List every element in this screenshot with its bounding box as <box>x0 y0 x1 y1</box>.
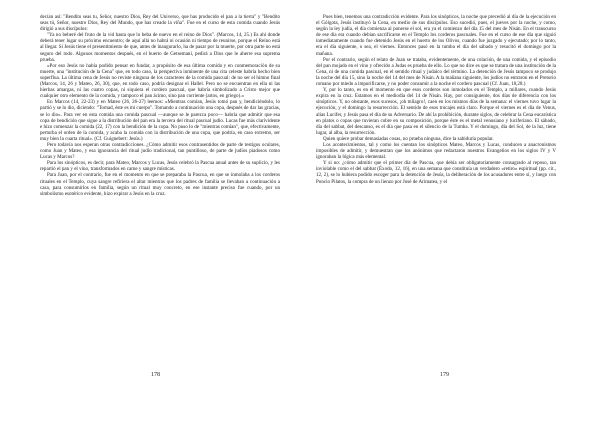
paragraph: Para los sinópticos, es decir, para Mateo, Marcos y Lucas, Jesús celebró la Pascua anual antes de su suplicio, y les repartió el pan y el vino, transformados en carne y sangre místicas. <box>40 160 280 173</box>
paragraph: Pues bien, tenemos una contradicción evidente. Para los sinópticos, la noche que precedió al día de la ejecución en el Gólgota, Jesús instituyó la Cena, en medio de sus discípulos. Eso sucedió, pues, el jueves por la noche, y como, según la ley judía, el día comienza al ponerse el sol, era ya el comienzo del día 15 del mes de Nisán. En el transcurso de ese día era cuando debían sacrificarse en el Templo los corderos pascuales. Fue en el curso de ese día que siguió inmediatamente cuando fue detenido Jesús en el huerto de los Olivos, cuando fue juzgado y ejecutado; por lo tanto, era el día siguiente, o sea, el viernes. Entonces pasó en la tumba el día del sábado y resucitó el domingo por la mañana. <box>316 14 556 57</box>
paragraph: Y, por lo tanto, es en el momento en que esos corderos son inmolados en el Templo, a millares, cuando Jesús expira en la cruz. Estamos en el mediodía del 14 de Nisán. Hay, por consiguiente, dos días de diferencia con los sinópticos. Y, no obstante, esos sucesos, ¡oh milagro!, caen en los mismos días de la semana: el viernes tuvo lugar la ejecución, y el domingo la resurrección. El sentido de esos trucajes está claro. Porque el viernes es el día de Venus, alias Lucifer, y Jesús pasa el día de su Adversario. De ahí la prohibición, durante siglos, de celebrar la Cena eucarística en platos o copas que tuvieran cobre en su composición, porque éste es el metal venusiano y luciferiano. El sábado, día del sabbat, del descanso, es el día que pasa en el silencio de la Tumba. Y el domingo, día del Sol, de la luz, tiene lugar, al alba, la resurrección. <box>316 87 556 136</box>
page-number: 179 <box>440 372 449 378</box>
left-page-text <box>40 14 280 344</box>
paragraph: Y si no: ¿cómo admitir que el primer día de Pascua, que debía ser obligatoriamente consagrado al reposo, tan inviolable como el del sabbat (Éxodo, 12, 16), en una semana que constituía un verdadero «retiro» espiritual (pp. cit., 12, 2), se lo hubiera podido escoger para la detención de Jesús, la deliberación de los acusadores entre sí, y luego con Poncio Pilatos, la compra de un lienzo por José de Arimatea, y el <box>316 160 556 185</box>
paragraph: Pero todavía nos esperan otras contradicciones. ¿Cómo admitir esos contrasentidos de parte de testigos oculares, como Juan y Mateo, y esa ignorancia del ritual judío tradicional, tan puntilloso, de parte de judíos piadosos como Lucas y Marcos? <box>40 141 280 161</box>
paragraph: Para Juan, por el contrario, fue en el momento en que se preparaba la Pascua, en que se inmolaba a los corderos rituales en el Templo, cuya sangre refiriera el altar mientras que los padres de familia se llevaban a continuación a casa, para consumirlos en familia, según un ritual muy concreto, en ese instante preciso fue cuando, por un simbolismo esotérico evidente, hizo expirar a Jesús en la cruz. <box>40 172 280 197</box>
page-number: 178 <box>151 372 160 378</box>
paragraph: «Por eso Jesús no había podido pensar en fundar, a propósito de esa última comida y en conmemoración de su muerte, una "institución de la Cena" que, en todo caso, la perspectiva inminente de una cita celeste habría hecho bien superflua. La última cena de Jesús no reviste ninguna de los caracteres de la comida pascual: de no ser el himno final (Marcos, 14, 26 y Mateo, 26, 30), que, en todo caso, podría designar el Hallel. Pero no se encuentran en ella ni las hierbas amargas, ni las cuatro copas, ni siquiera el cordero pascual, que habría simbolizado a Cristo mejor que cualquier otro elemento de la comida, y tampoco el pan ácimo, sino pan corriente (artos, en griego).» <box>40 62 280 100</box>
paragraph: En Marcos (14, 22-23) y en Mateo (26, 26-27) leemos: «Mientras comían, Jesús tomó pan y, bendiciéndolo, lo partió y se lo dio, diciendo: "Tomad, éste es mi cuerpo". Tomando a continuación una copa, después de dar las gracias, se lo dio». Para ver en esta comida una comida pascual —aunque se le parezca poco— habría que admitir que esa copa de bendición que sigue a la distribución del pan era la tercera del ritual pascual judío. Lucas fue más clarividente e hizo comenzar la comida (22, 17) con la bendición de la copa. No puso lo de "mientras comían", que, efectivamente, perturba el orden de la comida, y acaba la comida con la distribución de una copa, que podría, en caso extremo, ser muy bien la cuarta ritual». (Cf. Guignebert: Jesús.) <box>40 99 280 142</box>
paragraph: Los acontecimientos, tal y como los cuentan los sinópticos Mateo, Marcos y Lucas, conducen a anacronismos imposibles de admitir, y demuestran que los anónimos que redactaron nuestros Evangelios en los siglos IV y V ignoraban la lógica más elemental. <box>316 141 556 161</box>
right-page-text <box>316 14 556 344</box>
paragraph: decían así: "Bendito seas tu, Señor, nuestro Dios, Rey del Universo, que has producido el pan a la tierra" y "Bendito seas tú, Señor, nuestro Dios, Rey del Mundo, que has creado la viña". Fue en el curso de esta comida cuando Jesús dirigió a sus discípulos: <box>40 14 280 33</box>
paragraph: Por el contrario, según el relato de Juan se trataba, evidentemente, de una colación, de una comida, y el episodio del pan mojado en el vino y ofrecido a Judas es prueba de ello. Lo que no dice es que se tratara de una institución de la Cena, ni de una comida pascual, en el sentido ritual y judaico del término. La detención de Jesús tampoco se produjo la noche del día 15, sino la noche del 14 del mes de Nisán. A la mañana siguiente, los judíos no entraron en el Pretorio romano por miedo a impurificarse, y no poder consumir a la noche el cordero pascual (Cf. Juan, 18,28.) <box>316 56 556 88</box>
paragraph: "Ya no beberé del fruto de la vid hasta que lo beba de nuevo en el reino de Dios". (Marcos, 14, 25.) Es ahí donde deberá tener lugar su próximo encuentro; de aquí allá no habrá ni ocasión ni tiempo de reunirse, porque el Reino está al llegar. Si Jesús tiene el presentimiento de que, antes de inaugurarlo, ha de pasar por la muerte, por otra parte no está seguro del todo. Algunos momentos después, en el huerto de Getsemaní, pedirá a Dios que le aherre esa suprema prueba. <box>40 32 280 63</box>
right-page <box>300 0 600 426</box>
paragraph: Quien quiere probar demasiadas cosas, no prueba ninguna, dice la sabiduría popular. <box>323 135 494 142</box>
